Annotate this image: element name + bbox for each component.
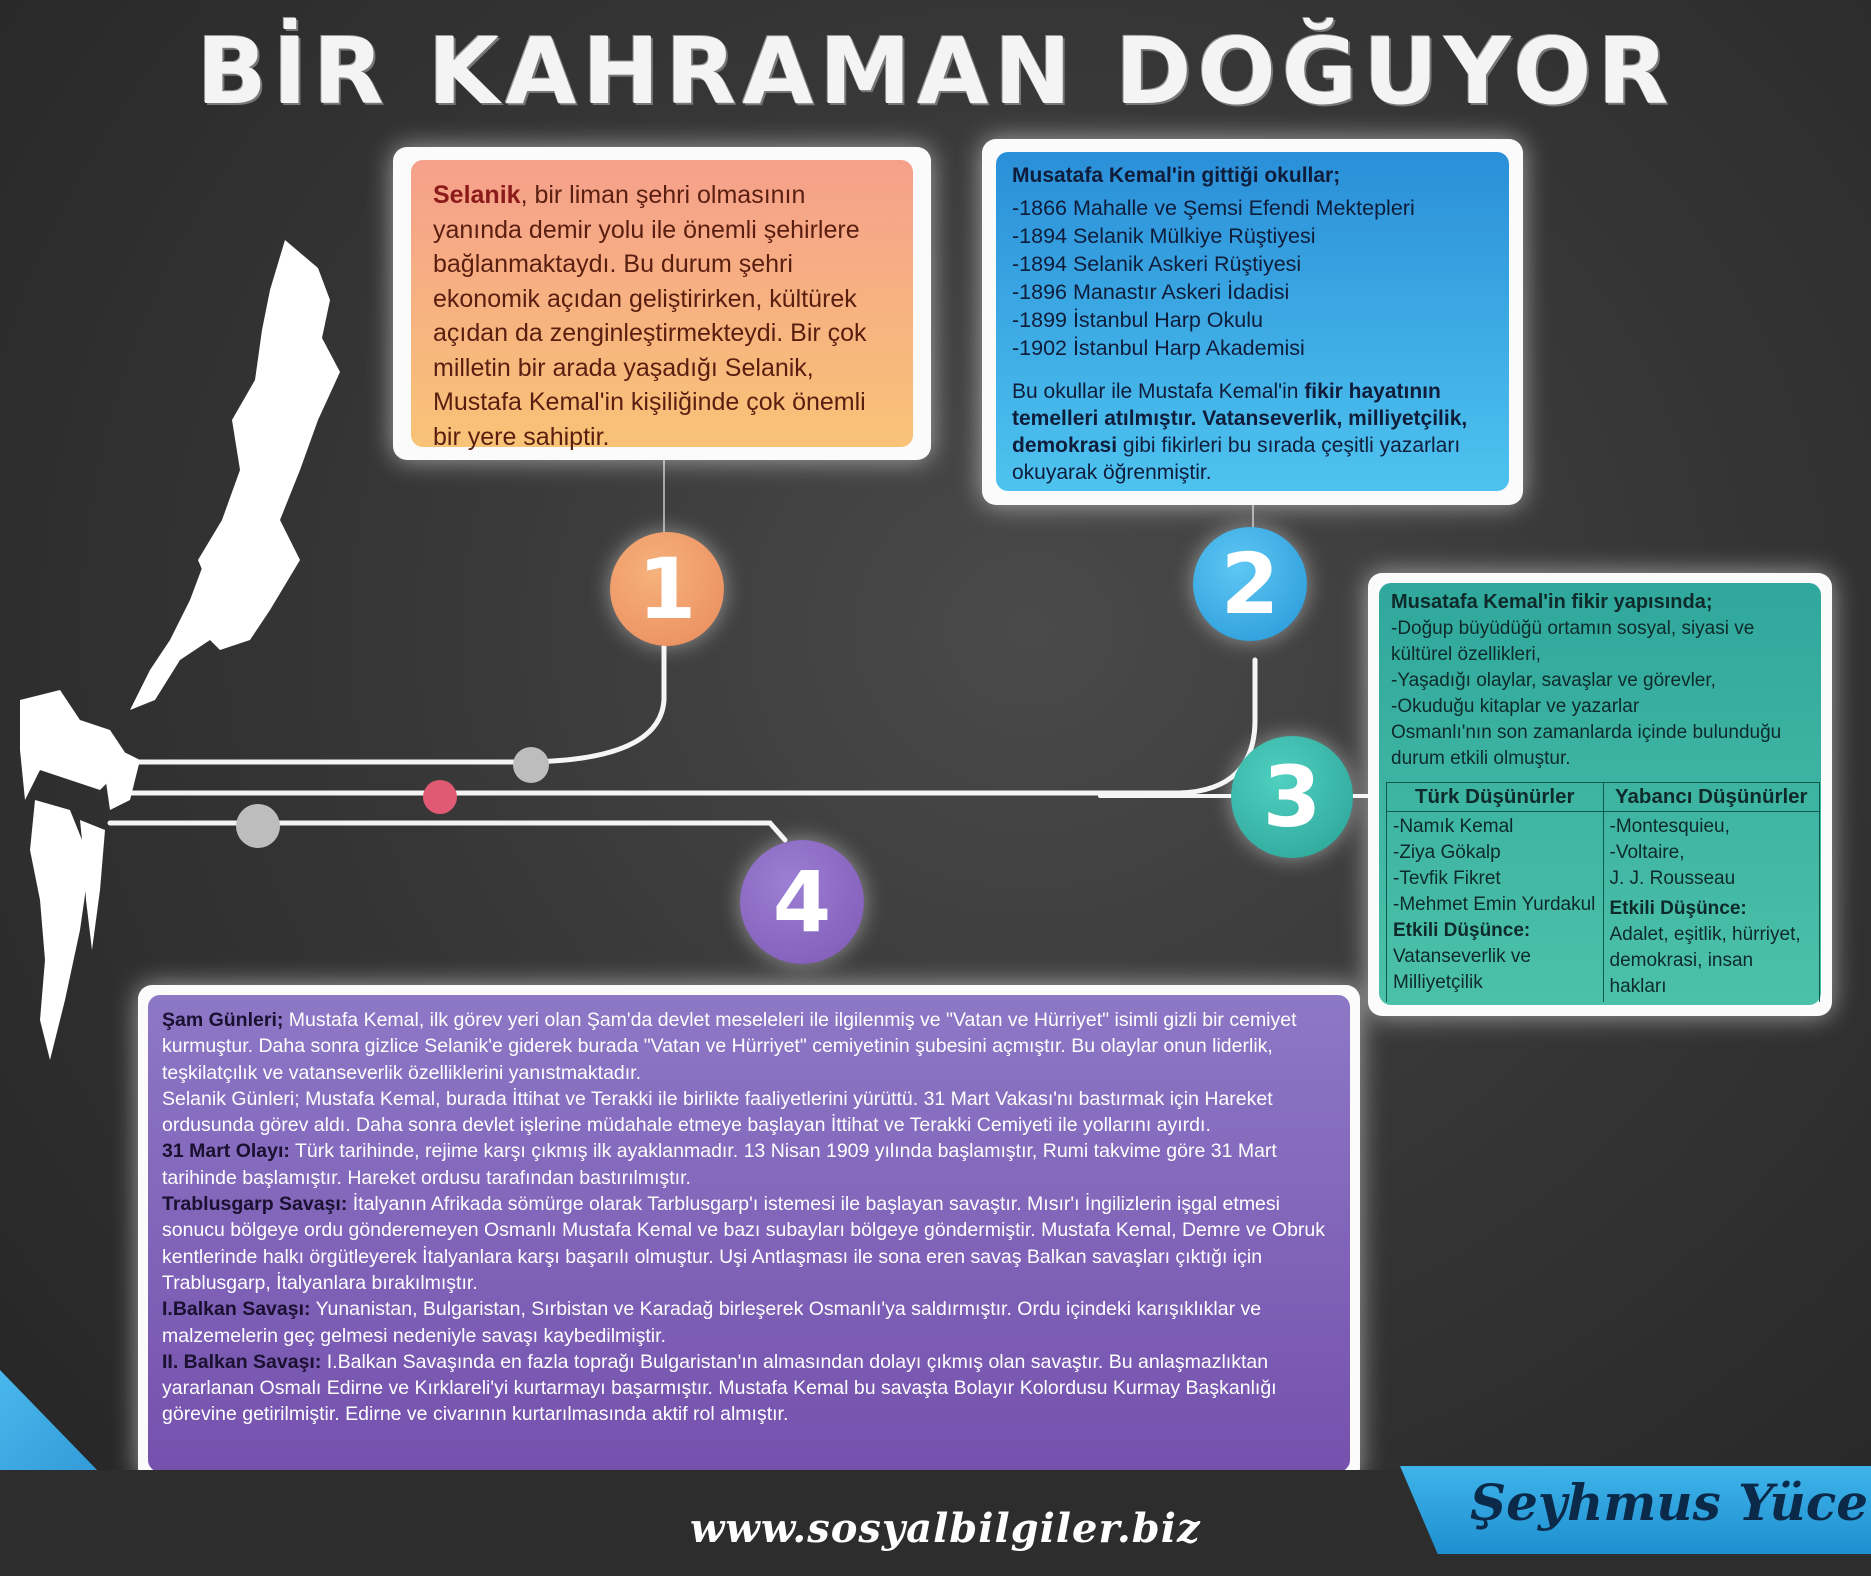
footer-url-link[interactable]: www.sosyalbilgiler.biz bbox=[690, 1505, 1201, 1552]
turkish-thinkers-cell bbox=[1387, 812, 1604, 1003]
trablus-label: Trablusgarp Savaşı: bbox=[162, 1193, 348, 1216]
ataturk-silhouette-icon bbox=[20, 240, 340, 1060]
selanik-paragraph: Selanik Günleri; Mustafa Kemal, burada İttihat ve Terakki ile birlikte faaliyetlerini yürüttü. 31 Mart Vakası'nı bastırmak için Hareket ordusunda görev aldı. Daha sonra devlet işlerine müdahale etmeye başlayan İttihat ve Terakki Cemiyeti ile yollarını ayırdı. bbox=[162, 1087, 1273, 1137]
selanik-text bbox=[433, 178, 895, 454]
step-3-badge: 3 bbox=[1231, 736, 1353, 858]
events-card bbox=[138, 985, 1360, 1482]
list-item: -1894 Selanik Askeri Rüştiyesi bbox=[1012, 252, 1302, 276]
sam-label: Şam Günleri; bbox=[162, 1009, 284, 1031]
col-header-foreign: Yabancı Düşünürler bbox=[1603, 783, 1820, 812]
schools-card bbox=[982, 139, 1523, 505]
foreign-effect-label: Etkili Düşünce: bbox=[1609, 898, 1747, 919]
trablus-text: İtalyanın Afrikada sömürge olarak Tarblusgarp'ı istemesi ile başlayan savaştır. Mısır'ı İngilizlerin işgal etmesi sonucu bölgeye ordu gönderemeyen Osmanlı Mustafa Kemal ve bazı subayları bölgeye göndermiştir. Mustafa Kemal, Demre ve Obruk kentlerinde halkı örgütleyerek İtalyanlara karşı başarılı olmuştur. Uşi Antlaşması ile sona eren savaş Balkan savaşları çıktığı için Trablusgarp, İtalyanlara bırakılmıştır. bbox=[162, 1193, 1326, 1294]
foreign-effect-value: Adalet, eşitlik, hürriyet, demokrasi, insan hakları bbox=[1609, 924, 1801, 997]
list-item: -Namık Kemal bbox=[1393, 816, 1514, 837]
list-item: -1896 Manastır Askeri İdadisi bbox=[1012, 280, 1290, 304]
timeline-dot-grey-1 bbox=[513, 747, 549, 783]
list-item: -Ziya Gökalp bbox=[1393, 842, 1501, 863]
summary-end: gibi fikirleri bu sırada çeşitli yazarları okuyarak öğrenmiştir. bbox=[1012, 434, 1461, 484]
list-item: -Tevfik Fikret bbox=[1393, 868, 1501, 889]
list-item: J. J. Rousseau bbox=[1609, 868, 1736, 889]
balkan2-paragraph bbox=[162, 1349, 1340, 1428]
schools-list bbox=[1012, 194, 1509, 362]
thinkers-table bbox=[1386, 782, 1820, 1002]
col-header-turkish: Türk Düşünürler bbox=[1387, 783, 1604, 812]
balkan1-text: Yunanistan, Bulgaristan, Sırbistan ve Karadağ birleşerek Osmanlı'ya saldırmıştır. Ordu içindeki karışıklıklar ve malzemelerin geç gelmesi nedeniyle savaşı kaybedilmiştir. bbox=[162, 1298, 1262, 1347]
ideas-line: -Doğup büyüdüğü ortamın sosyal, siyasi ve kültürel özellikleri, bbox=[1391, 618, 1755, 665]
list-item: -1894 Selanik Mülkiye Rüştiyesi bbox=[1012, 224, 1316, 248]
ideas-line: Osmanlı'nın son zamanlarda içinde bulunduğu durum etkili olmuştur. bbox=[1391, 722, 1782, 769]
ideas-line: -Okuduğu kitaplar ve yazarlar bbox=[1391, 696, 1640, 717]
mart-label: 31 Mart Olayı: bbox=[162, 1140, 290, 1163]
ideas-line: -Yaşadığı olaylar, savaşlar ve görevler, bbox=[1391, 670, 1716, 691]
sam-text: Mustafa Kemal, ilk görev yeri olan Şam'da devlet meseleleri ile ilgilenmiş ve "Vatan ve Hürriyet" isimli gizli bir cemiyet kurmuştur. Daha sonra gizlice Selanik'e giderek burada "Vatan ve Hürriyet" cemiyetinin şubesini açmıştır. Bu olaylar onun liderlik, teşkilatçılık ve vatanseverlik özelliklerini yanıstmaktadır. bbox=[162, 1009, 1297, 1084]
events-text bbox=[162, 1007, 1340, 1428]
step-1-badge: 1 bbox=[610, 532, 724, 646]
list-item: -1866 Mahalle ve Şemsi Efendi Mektepleri bbox=[1012, 196, 1415, 220]
selanik-body: , bir liman şehri olmasının yanında demir yolu ile önemli şehirlere bağlanmaktaydı. Bu durum şehri ekonomik açıdan geliştirirken, kültürek açıdan da zenginleştirmekteydi. Bir çok milletin bir arada yaşadığı Selanik, Mustafa Kemal'in kişiliğinde çok önemli bir yere sahiptir. bbox=[433, 181, 867, 451]
schools-heading: Musatafa Kemal'in gittiği okullar; bbox=[1012, 164, 1341, 187]
selanik-card-body bbox=[411, 160, 913, 451]
timeline-line-3 bbox=[110, 823, 785, 840]
timeline-line-2 bbox=[110, 660, 1255, 793]
mart-text: Türk tarihinde, rejime karşı çıkmış ilk ayaklanmadır. 13 Nisan 1909 yılında başlamıştır, Rumi takvime göre 31 Mart tarihinde başlamıştır. Hareket ordusu tarafından bastırılmıştır. bbox=[162, 1140, 1277, 1189]
list-item: -Mehmet Emin Yurdakul bbox=[1393, 894, 1596, 915]
selanik-card bbox=[393, 147, 931, 460]
list-item: -Voltaire, bbox=[1609, 842, 1685, 863]
summary-start: Bu okullar ile Mustafa Kemal'in bbox=[1012, 380, 1305, 403]
step-4-badge: 4 bbox=[740, 840, 864, 964]
list-item: -1902 İstanbul Harp Akademisi bbox=[1012, 336, 1305, 360]
trablus-paragraph bbox=[162, 1191, 1340, 1296]
balkan2-label: II. Balkan Savaşı: bbox=[162, 1350, 322, 1373]
turkish-effect-label: Etkili Düşünce: bbox=[1393, 920, 1531, 941]
balkan1-label: I.Balkan Savaşı: bbox=[162, 1298, 311, 1321]
ideas-card-body bbox=[1379, 583, 1821, 1005]
summary-bold: fikir hayatının temelleri atılmıştır. Vatanseverlik, milliyetçilik, demokrasi bbox=[1012, 380, 1468, 457]
events-card-body bbox=[148, 995, 1350, 1472]
turkish-effect-value: Vatanseverlik ve Milliyetçilik bbox=[1393, 946, 1531, 993]
page-title: BİR KAHRAMAN DOĞUYOR bbox=[196, 18, 1675, 125]
balkan1-paragraph bbox=[162, 1296, 1340, 1349]
balkan2-text: I.Balkan Savaşında en fazla toprağı Bulgaristan'ın almasından dolayı çıkmış olan savaştır. Bu anlaşmazlıktan yararlanan Osmalı Edirne ve Kırklareli'yi kurtarmayı başarmıştır. Mustafa Kemal bu savaşta Bolayır Kolordusu Kurmay Başkanlığı görevine getirilmiştir. Edirne ve civarının kurtarılmasında aktif rol almıştır. bbox=[162, 1350, 1277, 1426]
ideas-heading: Musatafa Kemal'in fikir yapısında; bbox=[1391, 591, 1713, 613]
ideas-text bbox=[1391, 616, 1813, 772]
list-item: -Montesquieu, bbox=[1609, 816, 1730, 837]
author-name: Şeyhmus Yüce bbox=[1470, 1473, 1869, 1532]
timeline-dot-grey-2 bbox=[236, 804, 280, 848]
selanik-bold: Selanik bbox=[433, 181, 521, 209]
mart-paragraph bbox=[162, 1138, 1340, 1191]
schools-card-body bbox=[996, 152, 1509, 491]
timeline-dot-accent bbox=[423, 780, 457, 814]
list-item: -1899 İstanbul Harp Okulu bbox=[1012, 308, 1263, 332]
step-2-badge: 2 bbox=[1193, 527, 1307, 641]
foreign-thinkers-cell bbox=[1603, 812, 1820, 1003]
ideas-card bbox=[1368, 573, 1832, 1016]
schools-summary bbox=[1012, 378, 1495, 486]
sam-paragraph bbox=[162, 1007, 1340, 1086]
timeline-line-1 bbox=[110, 645, 664, 762]
